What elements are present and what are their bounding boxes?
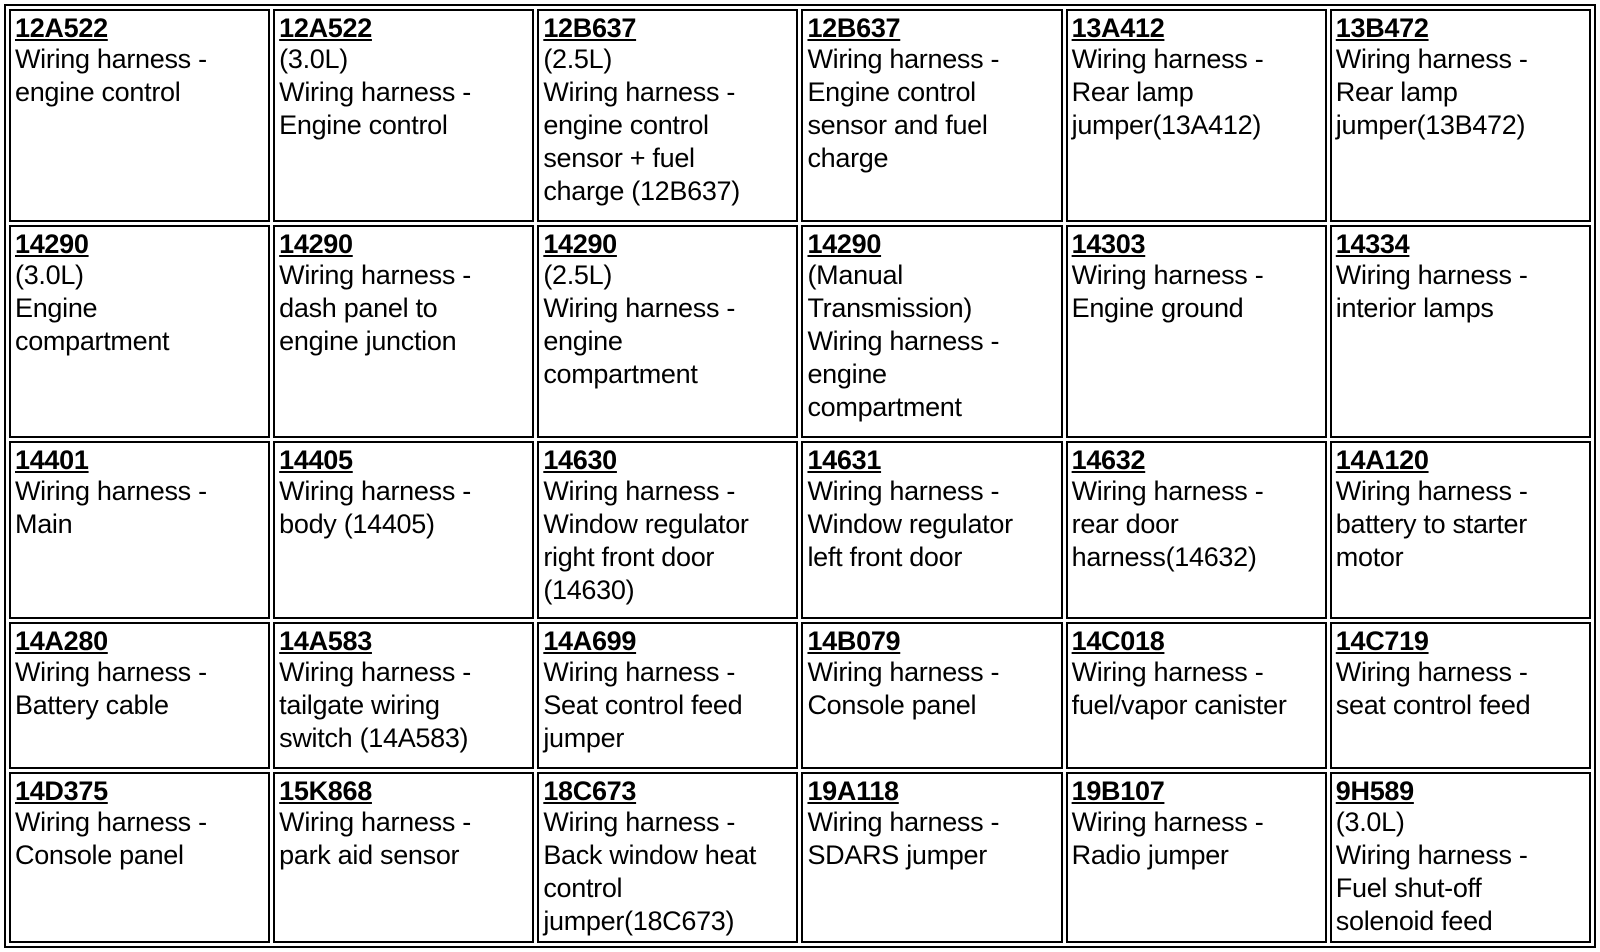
part-description-line: (Manual — [807, 260, 903, 291]
part-number-link[interactable]: 14630 — [543, 445, 617, 476]
part-description-line: SDARS jumper — [807, 839, 987, 870]
parts-table-frame — [4, 4, 1596, 948]
part-description-line: charge (12B637) — [543, 176, 740, 206]
part-cell — [801, 9, 1062, 222]
part-description-line: harness(14632) — [1071, 542, 1257, 573]
part-cell — [273, 225, 534, 438]
part-description-line: (3.0L) — [1335, 806, 1405, 837]
part-description-line: fuel/vapor canister — [1071, 689, 1287, 720]
part-number-link[interactable]: 15K868 — [279, 775, 372, 806]
part-description-line: Wiring harness - — [1335, 44, 1528, 74]
part-description-line: Battery cable — [15, 689, 169, 720]
part-cell — [537, 772, 798, 943]
part-cell — [9, 622, 270, 769]
part-description-line: Wiring harness - — [1335, 839, 1528, 870]
part-description-line: Wiring harness - — [15, 44, 207, 74]
part-description-line: Wiring harness - — [543, 476, 736, 507]
part-cell — [1330, 441, 1591, 618]
part-number-link[interactable]: 14405 — [279, 445, 353, 476]
part-description-line: Wiring harness - — [279, 260, 471, 291]
part-number-link[interactable]: 9H589 — [1335, 775, 1414, 806]
part-number-link[interactable]: 14303 — [1071, 229, 1146, 260]
part-description-line: tailgate wiring — [279, 689, 440, 720]
part-cell — [1330, 9, 1591, 222]
part-description-line: Wiring harness - — [543, 77, 736, 107]
part-description-line: control — [543, 872, 623, 903]
part-description-line: (2.5L) — [543, 260, 613, 291]
part-cell — [273, 772, 534, 943]
part-cell — [537, 622, 798, 769]
part-number-link[interactable]: 14290 — [279, 229, 353, 260]
part-cell — [9, 225, 270, 438]
part-description-line: Wiring harness - — [15, 476, 207, 507]
part-description-line: Fuel shut-off — [1335, 872, 1482, 903]
part-description-line: Wiring harness - — [1335, 260, 1528, 291]
part-cell — [273, 622, 534, 769]
part-description-line: engine — [543, 326, 623, 357]
part-cell — [9, 441, 270, 618]
part-description-line: Wiring harness - — [279, 656, 471, 687]
table-row — [9, 441, 1591, 618]
part-description-line: compartment — [543, 359, 698, 390]
part-cell — [1066, 772, 1327, 943]
part-description-line: Window regulator — [807, 509, 1013, 540]
part-description-line: Wiring harness - — [807, 806, 1000, 837]
part-description-line: jumper(18C673) — [543, 905, 735, 936]
part-description-line: Transmission) — [807, 293, 973, 324]
part-description-line: Wiring harness - — [543, 806, 736, 837]
part-description-line: body (14405) — [279, 509, 435, 540]
table-row — [9, 9, 1591, 222]
part-description-line: Wiring harness - — [279, 77, 471, 107]
part-description-line: Engine ground — [1071, 293, 1244, 324]
part-cell — [801, 441, 1062, 618]
part-number-link[interactable]: 14290 — [15, 229, 89, 260]
part-number-link[interactable]: 14D375 — [15, 775, 108, 806]
part-description-line: left front door — [807, 542, 963, 573]
part-description-line: solenoid feed — [1335, 905, 1493, 936]
part-description-line: jumper — [543, 722, 625, 753]
part-number-link[interactable]: 14334 — [1335, 229, 1410, 260]
part-description-line: Engine — [15, 293, 98, 324]
part-cell — [273, 441, 534, 618]
part-description-line: Wiring harness - — [1071, 260, 1264, 291]
table-row — [9, 772, 1591, 943]
part-description-line: Console panel — [15, 839, 184, 870]
part-cell — [1066, 441, 1327, 618]
part-cell — [1330, 225, 1591, 438]
part-description-line: Wiring harness - — [279, 476, 471, 507]
part-description-line: engine control — [543, 110, 709, 140]
part-number-link[interactable]: 14B079 — [807, 625, 901, 656]
part-number-link[interactable]: 14632 — [1071, 445, 1146, 476]
part-description-line: Window regulator — [543, 509, 749, 540]
part-description-line: (2.5L) — [543, 44, 613, 74]
part-number-link[interactable]: 14290 — [807, 229, 882, 260]
part-description-line: compartment — [807, 392, 962, 423]
part-cell — [9, 9, 270, 222]
part-description-line: Wiring harness - — [15, 656, 207, 687]
part-number-link[interactable]: 14401 — [15, 445, 89, 476]
part-number-link[interactable]: 14A120 — [1335, 445, 1429, 476]
part-description-line: Engine control — [279, 110, 448, 140]
table-row — [9, 225, 1591, 438]
part-description-line: Wiring harness - — [543, 656, 736, 687]
part-description-line: Wiring harness - — [1335, 476, 1528, 507]
part-description-line: Wiring harness - — [1071, 806, 1264, 837]
part-number-link[interactable]: 14A583 — [279, 625, 372, 656]
part-description-line: Wiring harness - — [1071, 44, 1264, 74]
part-description-line: interior lamps — [1335, 293, 1494, 324]
part-number-link[interactable]: 12B637 — [807, 13, 901, 43]
part-description-line: (3.0L) — [15, 260, 84, 291]
part-cell — [1330, 772, 1591, 943]
part-cell — [801, 622, 1062, 769]
part-description-line: Wiring harness - — [807, 476, 1000, 507]
part-description-line: sensor + fuel — [543, 143, 695, 173]
part-cell — [537, 225, 798, 438]
part-number-link[interactable]: 19A118 — [807, 775, 899, 806]
part-number-link[interactable]: 14290 — [543, 229, 617, 260]
wiring-harness-parts-table — [6, 6, 1594, 946]
part-description-line: engine control — [15, 77, 181, 107]
part-description-line: Wiring harness - — [543, 293, 736, 324]
part-number-link[interactable]: 14A280 — [15, 625, 108, 656]
part-description-line: switch (14A583) — [279, 722, 469, 753]
part-description-line: Wiring harness - — [807, 44, 1000, 74]
part-cell — [801, 225, 1062, 438]
part-description-line: jumper(13A412) — [1071, 110, 1262, 140]
part-description-line: Wiring harness - — [279, 806, 471, 837]
part-number-link[interactable]: 14C719 — [1335, 625, 1429, 656]
part-description-line: Rear lamp — [1335, 77, 1458, 107]
part-cell — [1066, 622, 1327, 769]
part-description-line: Radio jumper — [1071, 839, 1229, 870]
part-cell — [273, 9, 534, 222]
part-description-line: (14630) — [543, 575, 635, 606]
part-number-link[interactable]: 13A412 — [1071, 13, 1165, 43]
part-description-line: Main — [15, 509, 73, 540]
part-description-line: Rear lamp — [1071, 77, 1194, 107]
part-number-link[interactable]: 12A522 — [279, 13, 372, 43]
table-row — [9, 622, 1591, 769]
part-cell — [537, 441, 798, 618]
part-number-link[interactable]: 19B107 — [1071, 775, 1165, 806]
part-description-line: right front door — [543, 542, 715, 573]
part-description-line: seat control feed — [1335, 689, 1531, 720]
part-cell — [9, 772, 270, 943]
part-description-line: engine — [807, 359, 887, 390]
part-description-line: compartment — [15, 326, 170, 357]
part-description-line: Back window heat — [543, 839, 757, 870]
part-description-line: jumper(13B472) — [1335, 110, 1526, 140]
part-number-link[interactable]: 14631 — [807, 445, 882, 476]
part-number-link[interactable]: 18C673 — [543, 775, 637, 806]
part-number-link[interactable]: 14A699 — [543, 625, 637, 656]
part-cell — [1066, 225, 1327, 438]
part-description-line: Wiring harness - — [1335, 656, 1528, 687]
part-description-line: engine junction — [279, 326, 457, 357]
part-description-line: rear door — [1071, 509, 1179, 540]
part-cell — [537, 9, 798, 222]
part-description-line: sensor and fuel — [807, 110, 988, 140]
part-description-line: Seat control feed — [543, 689, 743, 720]
part-description-line: battery to starter — [1335, 509, 1527, 540]
part-description-line: Engine control — [807, 77, 976, 107]
part-description-line: Wiring harness - — [15, 806, 207, 837]
part-description-line: charge — [807, 143, 889, 173]
part-description-line: Wiring harness - — [1071, 656, 1264, 687]
part-number-link[interactable]: 12B637 — [543, 13, 637, 43]
part-number-link[interactable]: 13B472 — [1335, 13, 1429, 43]
part-description-line: dash panel to — [279, 293, 438, 324]
part-description-line: motor — [1335, 542, 1404, 573]
part-description-line: (3.0L) — [279, 44, 348, 74]
part-description-line: Wiring harness - — [807, 326, 1000, 357]
part-cell — [801, 772, 1062, 943]
part-description-line: Console panel — [807, 689, 977, 720]
parts-table-body — [9, 9, 1591, 943]
part-description-line: Wiring harness - — [807, 656, 1000, 687]
part-cell — [1066, 9, 1327, 222]
part-number-link[interactable]: 14C018 — [1071, 625, 1165, 656]
part-number-link[interactable]: 12A522 — [15, 13, 108, 43]
part-description-line: Wiring harness - — [1071, 476, 1264, 507]
part-description-line: park aid sensor — [279, 839, 460, 870]
part-cell — [1330, 622, 1591, 769]
